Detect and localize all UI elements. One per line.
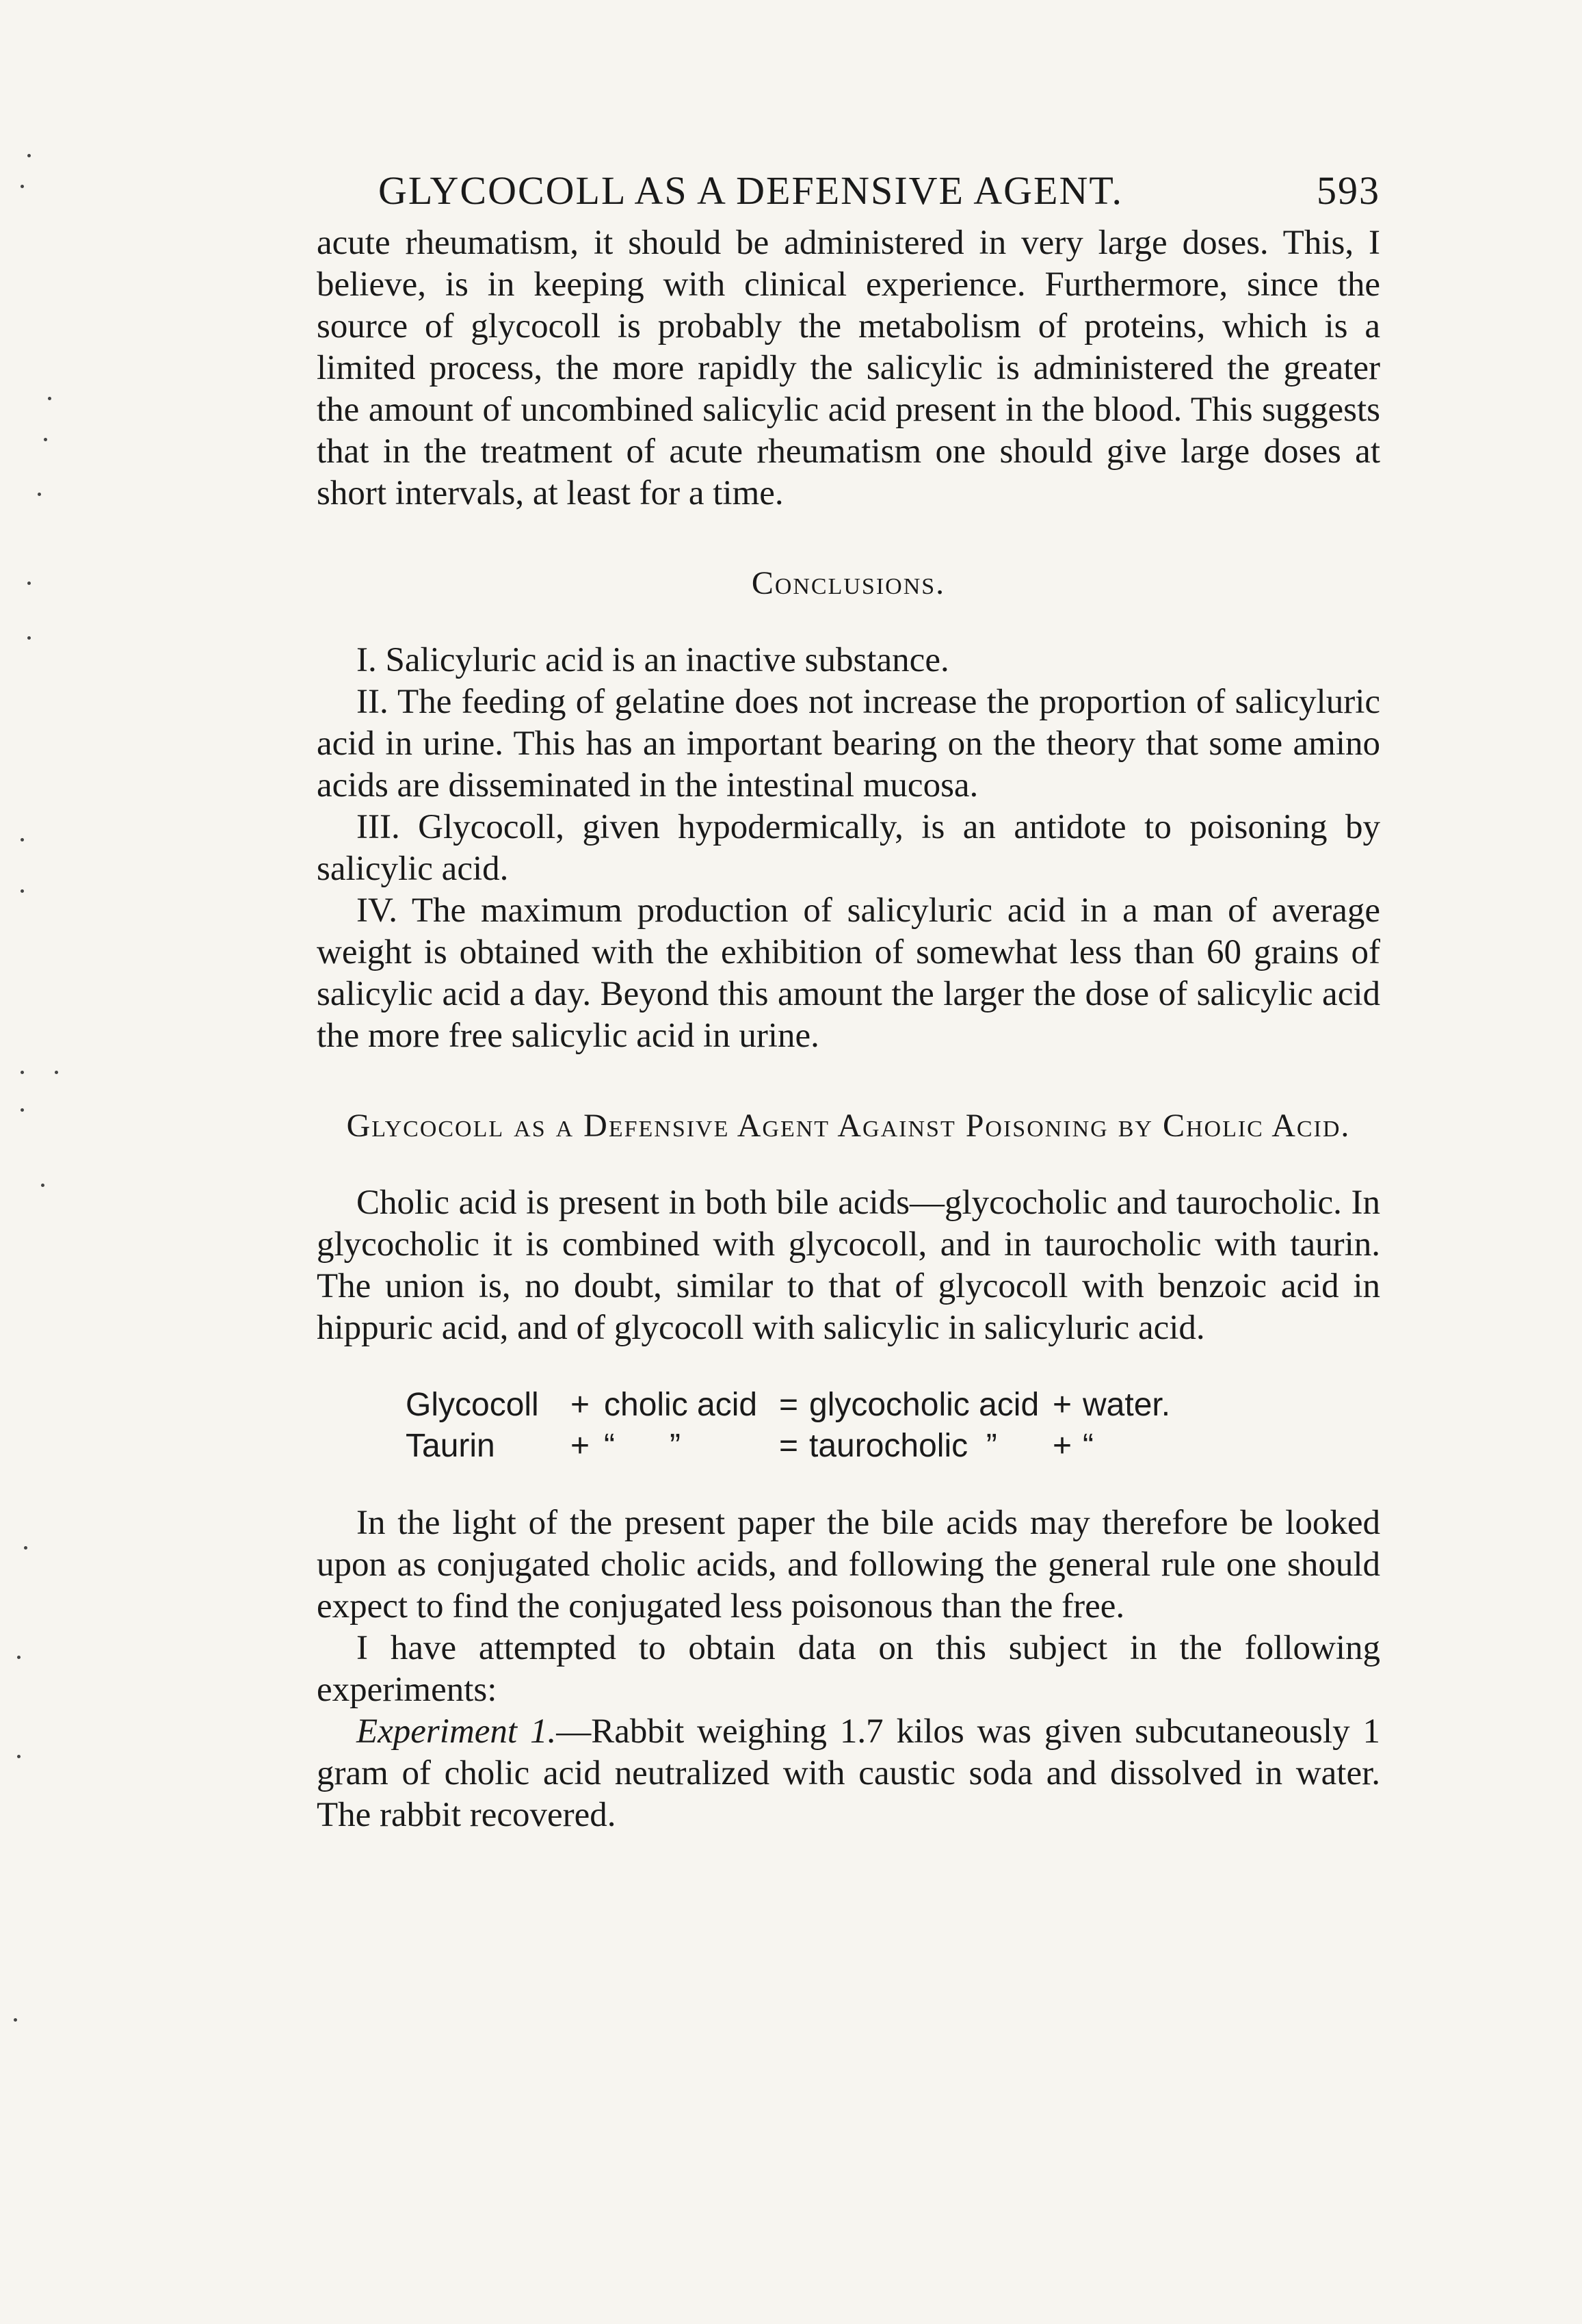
margin-marks [0,0,68,2324]
equation-row: Glycocoll + cholic acid = glycocholic acid + water. [406,1387,1171,1423]
equation-row: Taurin + “ ” = taurocholic ” + “ [406,1428,1094,1464]
conclusion-item-4: IV. The maximum production of salicyluric acid in a man of average weight is obtained with the exhibition of somewhat less than 60 grains of salicylic acid a day. Beyond this amount the larger the dose of salicylic acid the more free salicylic acid in urine. [317,891,1380,1055]
running-header [317,168,1380,222]
page-content [317,168,1380,1836]
conclusion-item-1: I. Salicyluric acid is an inactive substance. [356,641,949,679]
equations [406,1385,1380,1467]
conclusion-item-3: III. Glycocoll, given hypodermically, is an antidote to poisoning by salicylic acid. [317,808,1380,888]
experiment-1 [317,1711,1380,1836]
page-number: 593 [1317,168,1380,213]
paragraph-bile-acids: In the light of the present paper the bile acids may therefore be looked upon as conjugated cholic acids, and following the general rule one should expect to find the conjugated less poisonous than the free. [317,1504,1380,1626]
experiment-text: —Rabbit weighing 1.7 kilos was given subcutaneously 1 gram of cholic acid neutralized with caustic soda and dissolved in water. The rabbit recovered. [317,1712,1380,1834]
conclusions-heading: Conclusions. [751,565,946,601]
experiment-label: Experiment 1. [356,1712,557,1751]
paragraph-attempt: I have attempted to obtain data on this subject in the following experiments: [317,1629,1380,1709]
section-intro: Cholic acid is present in both bile acids—glycocholic and taurocholic. In glycocholic it is combined with glycocoll, and in taurocholic with taurin. The union is, no doubt, similar to that of glycocoll with benzoic acid in hippuric acid, and of glycocoll with salicylic in salicyluric acid. [317,1184,1380,1347]
running-title: GLYCOCOLL AS A DEFENSIVE AGENT. [378,168,1123,213]
conclusion-item-2: II. The feeding of gelatine does not increase the proportion of salicyluric acid in urine. This has an important bearing on the theory that some amino acids are disseminated in the intestinal mucosa. [317,683,1380,805]
section-heading: Glycocoll as a Defensive Agent Against Poisoning by Cholic Acid. [346,1108,1351,1144]
paragraph-continuation: acute rheumatism, it should be administered in very large doses. This, I believe, is in keeping with clinical experience. Furthermore, since the source of glycocoll is probably the metabolism of proteins, which is a limited process, the more rapidly the salicylic is administered the greater the amount of uncombined salicylic acid present in the blood. This suggests that in the treatment of acute rheumatism one should give large doses at short intervals, at least for a time. [317,224,1380,512]
